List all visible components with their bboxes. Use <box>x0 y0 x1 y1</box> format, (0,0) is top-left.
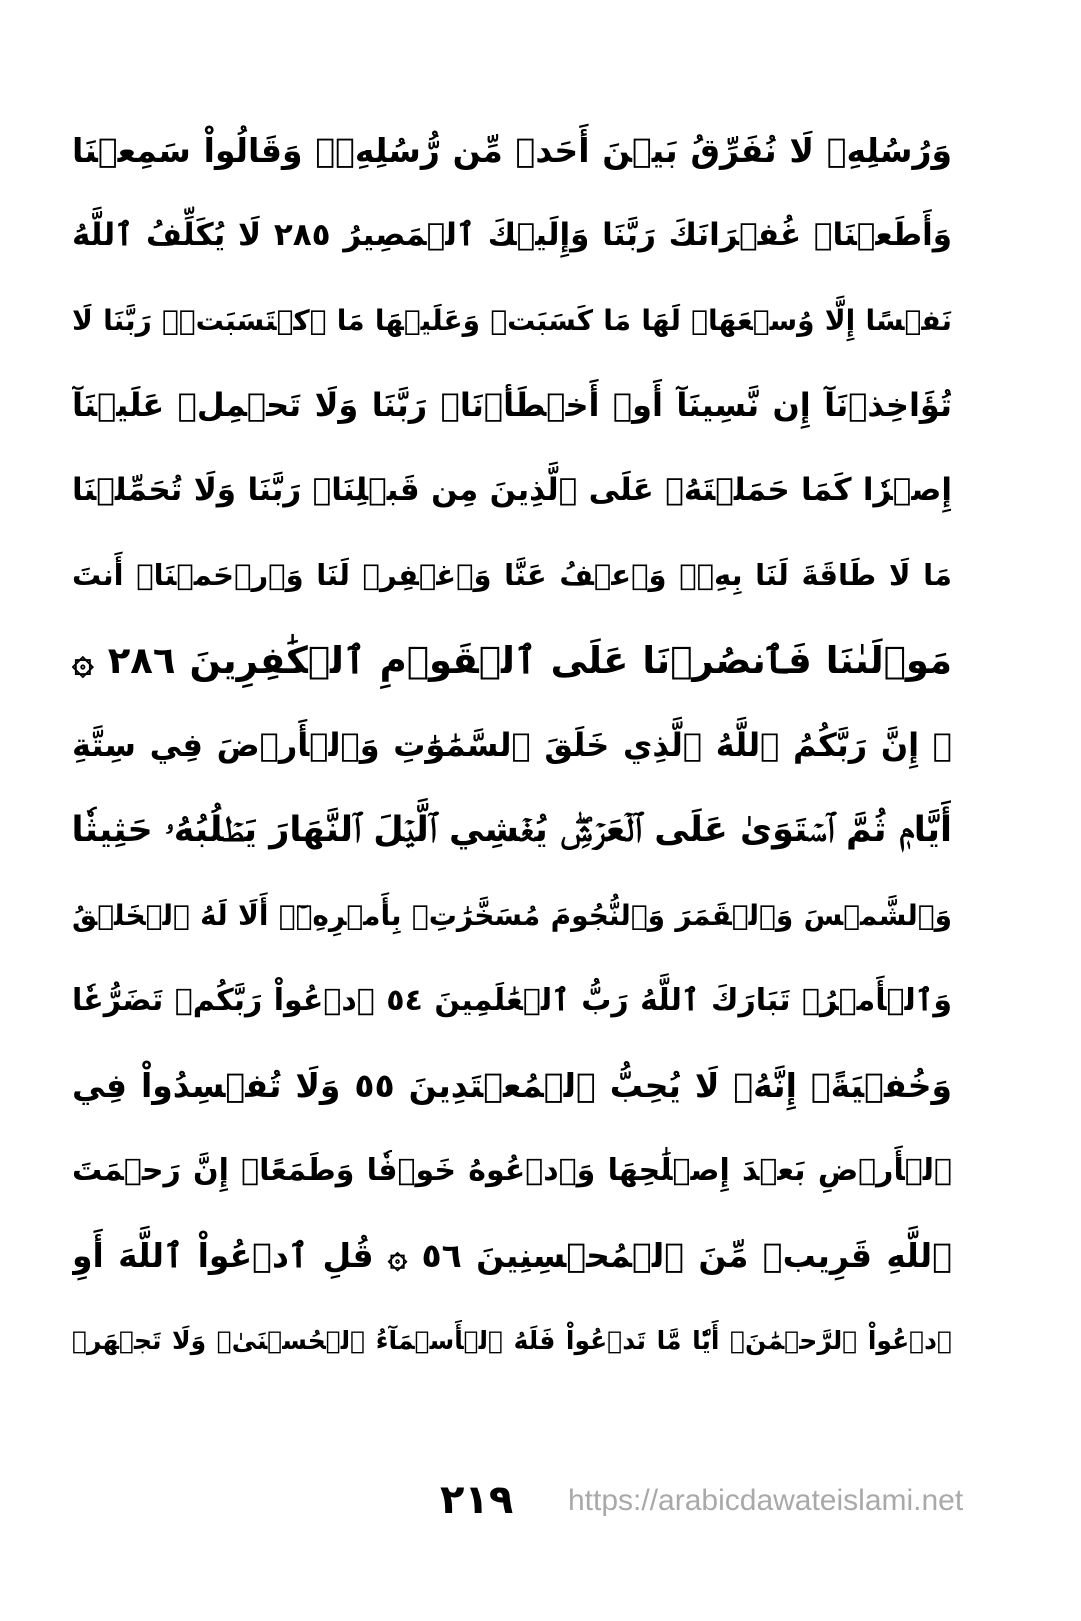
verse-text-block <box>72 108 952 1468</box>
verse-line-10: وَٱلشَّمۡسَ وَٱلۡقَمَرَ وَٱلنُّجُومَ مُسَخَّرَٰتِۭ بِأَمۡرِهِۦٓۗ أَلَا لَهُ ٱلۡخَلۡقُ <box>72 899 952 932</box>
verse-line-2: وَأَطَعۡنَاۖ غُفۡرَانَكَ رَبَّنَا وَإِلَيۡكَ ٱلۡمَصِيرُ ٢٨٥ لَا يُكَلِّفُ ٱللَّهُ <box>72 217 952 253</box>
verse-line-8: ۞ إِنَّ رَبَّكُمُ ٱللَّهُ ٱلَّذِي خَلَقَ ٱلسَّمَٰوَٰتِ وَٱلۡأَرۡضَ فِي سِتَّةِ <box>72 726 952 764</box>
verse-line-9: أَيَّامٖ ثُمَّ ٱسۡتَوَىٰ عَلَى ٱلۡعَرۡشِۖ يُغۡشِي ٱلَّيۡلَ ٱلنَّهَارَ يَطۡلُبُهُۥ حَثِيثٗا <box>72 810 952 850</box>
website-watermark: https://arabicdawateislami.net <box>568 1484 964 1517</box>
verse-line-12: وَخُفۡيَةًۚ إِنَّهُۥ لَا يُحِبُّ ٱلۡمُعۡتَدِينَ ٥٥ وَلَا تُفۡسِدُواْ فِي <box>72 1066 952 1105</box>
verse-line-6: مَا لَا طَاقَةَ لَنَا بِهِۦۖ وَٱعۡفُ عَنَّا وَٱغۡفِرۡ لَنَا وَٱرۡحَمۡنَاۚ أَنتَ <box>72 558 952 592</box>
verse-line-4: تُؤَاخِذۡنَآ إِن نَّسِينَآ أَوۡ أَخۡطَأۡنَاۚ رَبَّنَا وَلَا تَحۡمِلۡ عَلَيۡنَآ <box>72 386 952 424</box>
verse-line-1: وَرُسُلِهِۦ لَا نُفَرِّقُ بَيۡنَ أَحَدٖ مِّن رُّسُلِهِۦۚ وَقَالُواْ سَمِعۡنَا <box>72 131 952 170</box>
verse-line-7: مَوۡلَىٰنَا فَٱنصُرۡنَا عَلَى ٱلۡقَوۡمِ ٱلۡكَٰفِرِينَ ٢٨٦ ۞ <box>72 639 952 682</box>
verse-line-14: ٱللَّهِ قَرِيبٞ مِّنَ ٱلۡمُحۡسِنِينَ ٥٦ ۞ قُلِ ٱدۡعُواْ ٱللَّهَ أَوِ <box>72 1236 952 1275</box>
verse-line-13: ٱلۡأَرۡضِ بَعۡدَ إِصۡلَٰحِهَا وَٱدۡعُوهُ خَوۡفٗا وَطَمَعًاۚ إِنَّ رَحۡمَتَ <box>72 1153 952 1188</box>
page-number: ٢١٩ <box>440 1477 514 1523</box>
page-footer <box>440 1478 1000 1528</box>
verse-line-3: نَفۡسًا إِلَّا وُسۡعَهَاۚ لَهَا مَا كَسَبَتۡ وَعَلَيۡهَا مَا ٱكۡتَسَبَتۡۗ رَبَّنَا لَا <box>72 304 952 337</box>
verse-line-11: وَٱلۡأَمۡرُۗ تَبَارَكَ ٱللَّهُ رَبُّ ٱلۡعَٰلَمِينَ ٥٤ ٱدۡعُواْ رَبَّكُمۡ تَضَرُّعٗا <box>72 983 952 1018</box>
verse-line-15: ٱدۡعُواْ ٱلرَّحۡمَٰنَۖ أَيّٗا مَّا تَدۡعُواْ فَلَهُ ٱلۡأَسۡمَآءُ ٱلۡحُسۡنَىٰۚ وَلَا تَجۡهَرۡ <box>72 1326 952 1355</box>
verse-line-5: إِصۡرٗا كَمَا حَمَلۡتَهُۥ عَلَى ٱلَّذِينَ مِن قَبۡلِنَاۚ رَبَّنَا وَلَا تُحَمِّلۡنَا <box>72 472 952 508</box>
